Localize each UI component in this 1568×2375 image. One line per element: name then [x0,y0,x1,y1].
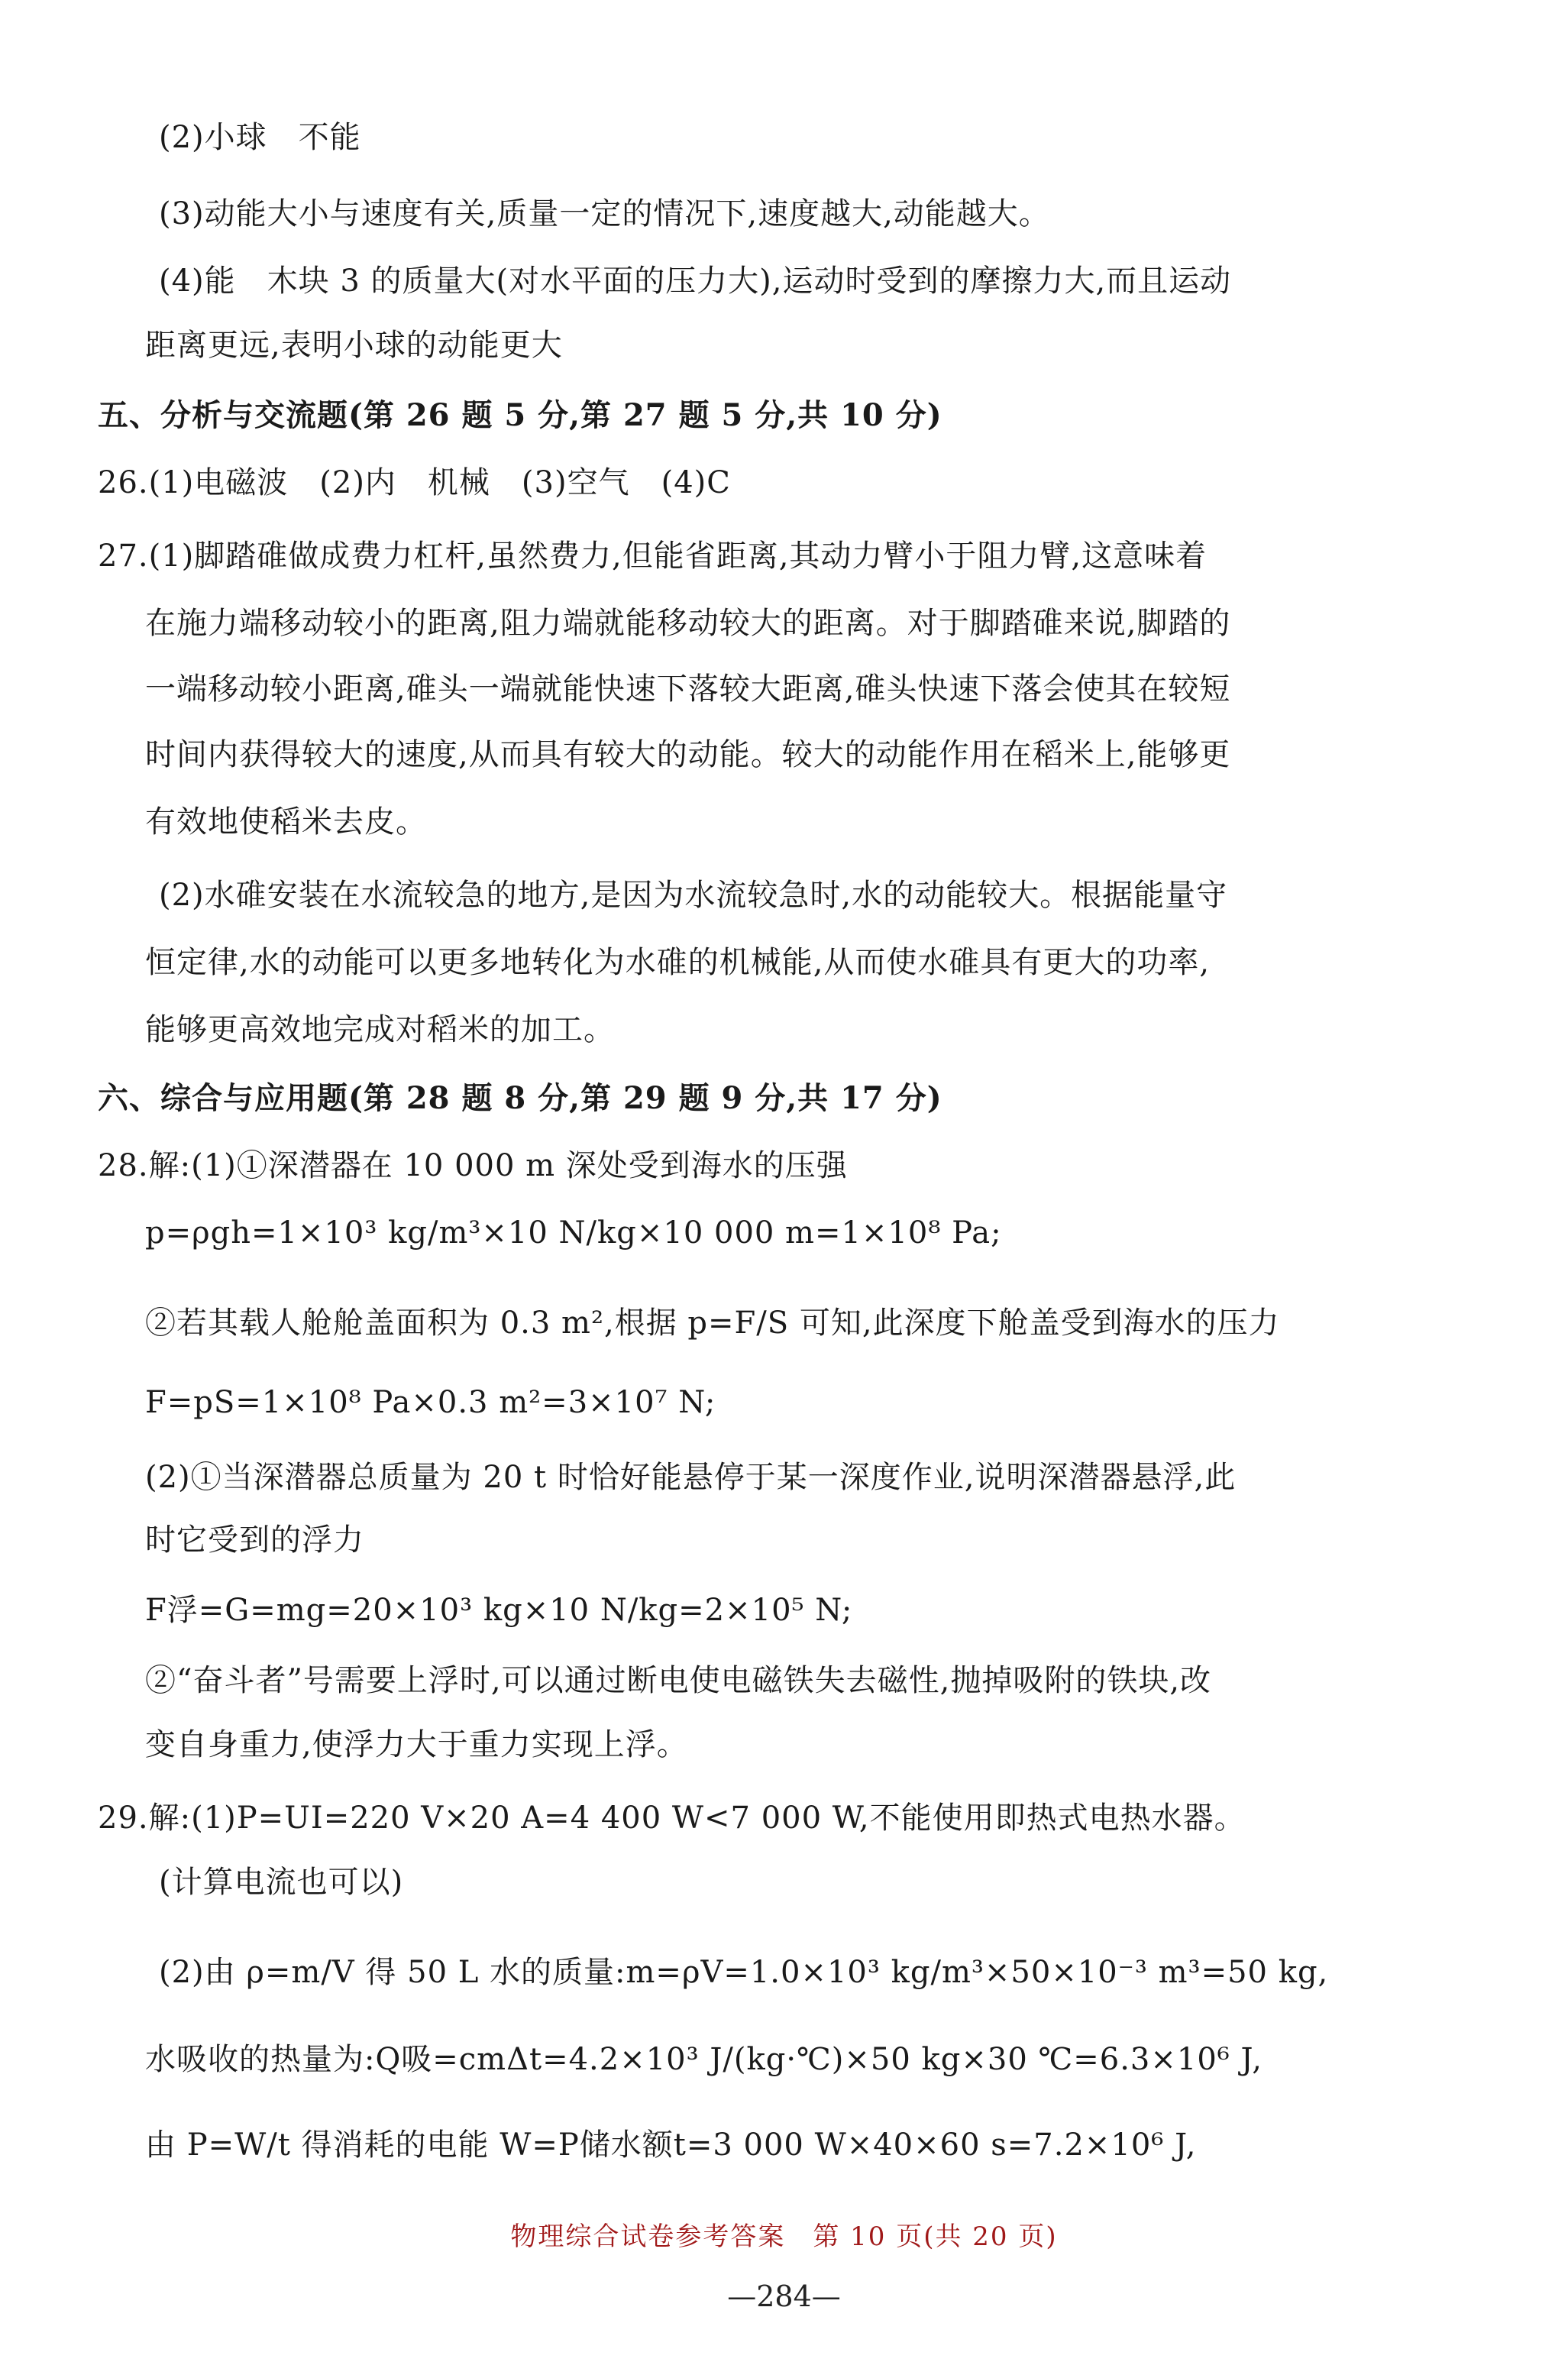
formula-line: F=pS=1×10⁸ Pa×0.3 m²=3×10⁷ N; [145,1385,716,1420]
text-line: (2)小球 不能 [159,120,361,155]
formula-line: 水吸收的热量为:Q吸=cmΔt=4.2×10³ J/(kg·℃)×50 kg×30 ℃=6.3×10⁶ J, [145,2042,1262,2077]
text-line: (2)①当深潜器总质量为 20 t 时恰好能悬停于某一深度作业,说明深潜器悬浮,此 [145,1460,1237,1495]
text-line: 恒定律,水的动能可以更多地转化为水碓的机械能,从而使水碓具有更大的功率, [145,945,1211,980]
text-line: 在施力端移动较小的距离,阻力端就能移动较大的距离。对于脚踏碓来说,脚踏的 [145,606,1231,641]
page-number: —284— [727,2280,841,2313]
answer-27: 27.(1)脚踏碓做成费力杠杆,虽然费力,但能省距离,其动力臂小于阻力臂,这意味着 [98,539,1208,574]
text-line: 有效地使稻米去皮。 [145,804,427,840]
text-line: (3)动能大小与速度有关,质量一定的情况下,速度越大,动能越大。 [159,196,1050,231]
text-line: ②若其载人舱舱盖面积为 0.3 m²,根据 p=F/S 可知,此深度下舱盖受到海水的压力 [145,1306,1280,1341]
answer-29: 29.解:(1)P=UI=220 V×20 A=4 400 W<7 000 W,不能使用即热式电热水器。 [98,1801,1246,1836]
footer-title: 物理综合试卷参考答案 第 10 页(共 20 页) [510,2221,1058,2252]
text-line: 变自身重力,使浮力大于重力实现上浮。 [145,1727,688,1762]
answer-28: 28.解:(1)①深潜器在 10 000 m 深处受到海水的压强 [98,1148,848,1183]
section-heading: 五、分析与交流题(第 26 题 5 分,第 27 题 5 分,共 10 分) [98,397,942,433]
text-line: (4)能 木块 3 的质量大(对水平面的压力大),运动时受到的摩擦力大,而且运动 [159,264,1232,299]
section-heading: 六、综合与应用题(第 28 题 8 分,第 29 题 9 分,共 17 分) [98,1080,942,1116]
formula-line: F浮=G=mg=20×10³ kg×10 N/kg=2×10⁵ N; [145,1593,853,1628]
text-line: 距离更远,表明小球的动能更大 [145,328,563,363]
text-line: ②“奋斗者”号需要上浮时,可以通过断电使电磁铁失去磁性,抛掉吸附的铁块,改 [145,1663,1212,1698]
text-line: 一端移动较小距离,碓头一端就能快速下落较大距离,碓头快速下落会使其在较短 [145,671,1231,707]
text-line: 能够更高效地完成对稻米的加工。 [145,1012,615,1047]
answer-26: 26.(1)电磁波 (2)内 机械 (3)空气 (4)C [98,465,731,500]
formula-line: p=ρgh=1×10³ kg/m³×10 N/kg×10 000 m=1×10⁸ Pa; [145,1215,1002,1251]
text-line: 时它受到的浮力 [145,1522,364,1558]
formula-line: (2)由 ρ=m/V 得 50 L 水的质量:m=ρV=1.0×10³ kg/m³×50×10⁻³ m³=50 kg, [159,1955,1329,1990]
formula-line: 由 P=W/t 得消耗的电能 W=P储水额t=3 000 W×40×60 s=7.2×10⁶ J, [145,2127,1197,2163]
text-line: 时间内获得较大的速度,从而具有较大的动能。较大的动能作用在稻米上,能够更 [145,737,1231,772]
text-line: (计算电流也可以) [159,1865,404,1900]
text-line: (2)水碓安装在水流较急的地方,是因为水流较急时,水的动能较大。根据能量守 [159,878,1228,913]
